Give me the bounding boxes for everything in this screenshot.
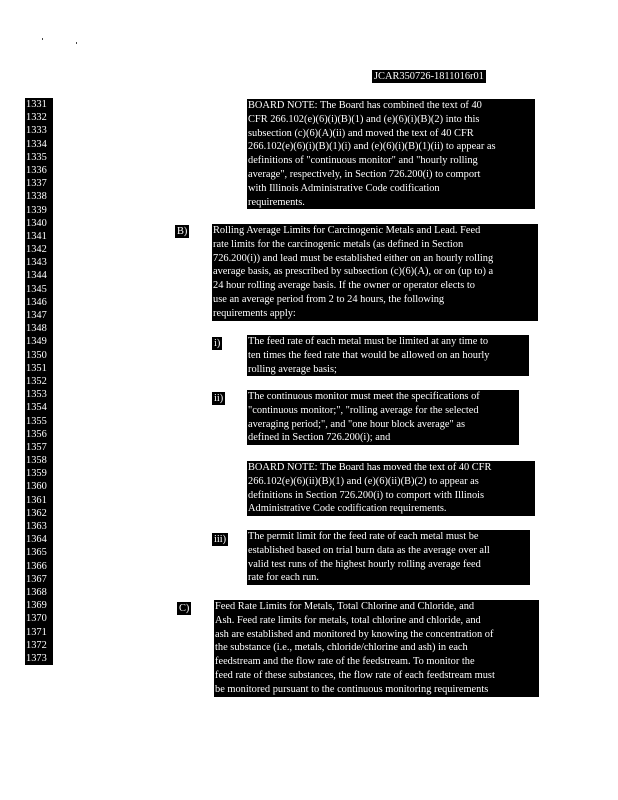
board-note-line: Administrative Code codification requirements. [248,503,447,515]
line-number: 1353 [26,389,47,401]
section-c-line: be monitored pursuant to the continuous monitoring requirements [215,683,489,695]
board-note-line: 266.102(e)(6)(ii)(B)(1) and (e)(6)(ii)(B)(2) to appear as [248,475,479,487]
line-number: 1358 [26,455,47,467]
section-b-marker: B) [177,226,188,237]
line-number: 1356 [26,428,47,440]
line-number: 1347 [26,310,47,321]
board-note-line: BOARD NOTE: The Board has combined the text of 40 [248,100,482,111]
line-number: 1369 [26,600,47,612]
line-number: 1371 [26,626,47,638]
section-b-line: average basis, as prescribed by subsection (c)(6)(A), or on (up to) a [213,266,494,278]
line-number: 1361 [26,494,47,506]
line-number: 1360 [26,481,47,493]
board-note-line: subsection (c)(6)(A)(ii) and moved the text of 40 CFR [248,127,474,139]
board-note-line: 266.102(e)(6)(i)(B)(1)(i) and (e)(6)(i)(B)(1)(ii) to appear as [248,141,496,153]
line-number: 1351 [26,362,47,374]
section-b-line: use an average period from 2 to 24 hours, the following [213,293,445,305]
section-c-line: Ash. Feed rate limits for metals, total chlorine and chloride, and [215,614,481,626]
line-number: 1337 [26,178,47,190]
line-number: 1364 [26,534,47,546]
line-number: 1344 [26,270,47,282]
item-i-marker: i) [214,338,221,349]
item-ii-marker: ii) [214,393,224,404]
section-b-line: 24 hour rolling average basis. If the owner or operator elects to [213,280,475,292]
line-number: 1373 [26,652,47,664]
item-line: The continuous monitor must meet the specifications of [248,391,480,402]
item-i-text [247,335,529,376]
line-number: 1372 [26,639,47,651]
line-number: 1342 [26,244,47,256]
board-note-line: with Illinois Administrative Code codification [248,182,440,194]
line-number: 1345 [26,283,47,295]
item-line: rate for each run. [248,572,319,584]
board-note-line: definitions of "continuous monitor" and "hourly rolling [248,155,478,167]
line-number: 1340 [26,217,47,229]
section-c-text [214,600,539,697]
document-id-header: JCAR350726-1811016r01 [374,71,484,82]
line-number: 1349 [26,336,47,348]
section-c-line: the substance (i.e., metals, chloride/chlorine and ash) in each [215,642,468,654]
section-b-line: rate limits for the carcinogenic metals (as defined in Section [213,238,464,250]
section-b-line: Rolling Average Limits for Carcinogenic Metals and Lead. Feed [213,225,481,236]
scan-specks [40,38,80,48]
section-c-line: feed rate of these substances, the flow rate of each feedstream must [215,669,495,681]
line-number: 1354 [26,402,47,414]
line-number: 1335 [26,151,47,163]
line-number: 1355 [26,415,47,427]
line-number: 1341 [26,230,47,242]
section-b-text [212,224,538,321]
line-number: 1363 [26,521,47,532]
item-iii-text [247,530,530,585]
item-line: averaging period;", and "one hour block average" as [248,418,465,430]
board-note-line: average", respectively, in Section 726.200(i) to comport [248,168,481,180]
section-b-line: requirements apply: [213,307,296,319]
section-c-line: Feed Rate Limits for Metals, Total Chlorine and Chloride, and [215,601,475,612]
line-number: 1346 [26,296,47,308]
scan-speck [76,42,77,44]
line-number: 1350 [26,349,47,361]
item-line: The permit limit for the feed rate of each metal must be [248,531,479,542]
line-number: 1332 [26,112,47,124]
line-number: 1352 [26,375,47,387]
line-number: 1338 [26,191,47,203]
board-note-line: CFR 266.102(e)(6)(i)(B)(1) and (e)(6)(i)(B)(2) into this [248,113,480,125]
line-number: 1357 [26,441,47,453]
board-note-line: definitions in Section 726.200(i) to comport with Illinois [248,489,485,501]
item-line: established based on trial burn data as the average over all [248,544,490,556]
line-number: 1343 [26,257,47,269]
section-b-line: 726.200(i)) and lead must be established either on an hourly rolling [213,252,494,264]
line-number: 1359 [26,468,47,480]
item-line: defined in Section 726.200(i); and [248,432,391,444]
board-note-line: requirements. [248,196,305,208]
board-note-1 [247,99,535,209]
item-line: The feed rate of each metal must be limited at any time to [248,336,489,347]
line-number: 1367 [26,573,47,585]
item-line: rolling average basis; [248,363,337,375]
line-number: 1366 [26,560,47,572]
item-line: ten times the feed rate that would be allowed on an hourly [248,349,490,361]
item-ii-text [247,390,519,445]
board-note-2 [247,461,535,516]
line-number: 1362 [26,507,47,519]
line-number: 1365 [26,547,47,559]
line-number: 1370 [26,613,47,625]
line-number: 1368 [26,586,47,598]
section-c-marker: C) [179,603,190,614]
line-number: 1348 [26,323,47,335]
scan-speck [42,38,43,40]
board-note-line: BOARD NOTE: The Board has moved the text of 40 CFR [248,462,492,473]
section-c-line: ash are established and monitored by knowing the concentration of [215,628,494,640]
line-number-gutter [25,98,53,665]
line-number: 1334 [26,138,47,150]
line-number: 1339 [26,204,47,216]
line-number: 1336 [26,164,47,176]
item-line: valid test runs of the highest hourly rolling average feed [248,558,481,570]
item-line: "continuous monitor;", "rolling average for the selected [248,404,479,416]
line-number: 1333 [26,125,47,137]
section-c-line: feedstream and the flow rate of the feedstream. To monitor the [215,656,475,668]
item-iii-marker: iii) [214,534,227,545]
line-number: 1331 [26,99,47,110]
